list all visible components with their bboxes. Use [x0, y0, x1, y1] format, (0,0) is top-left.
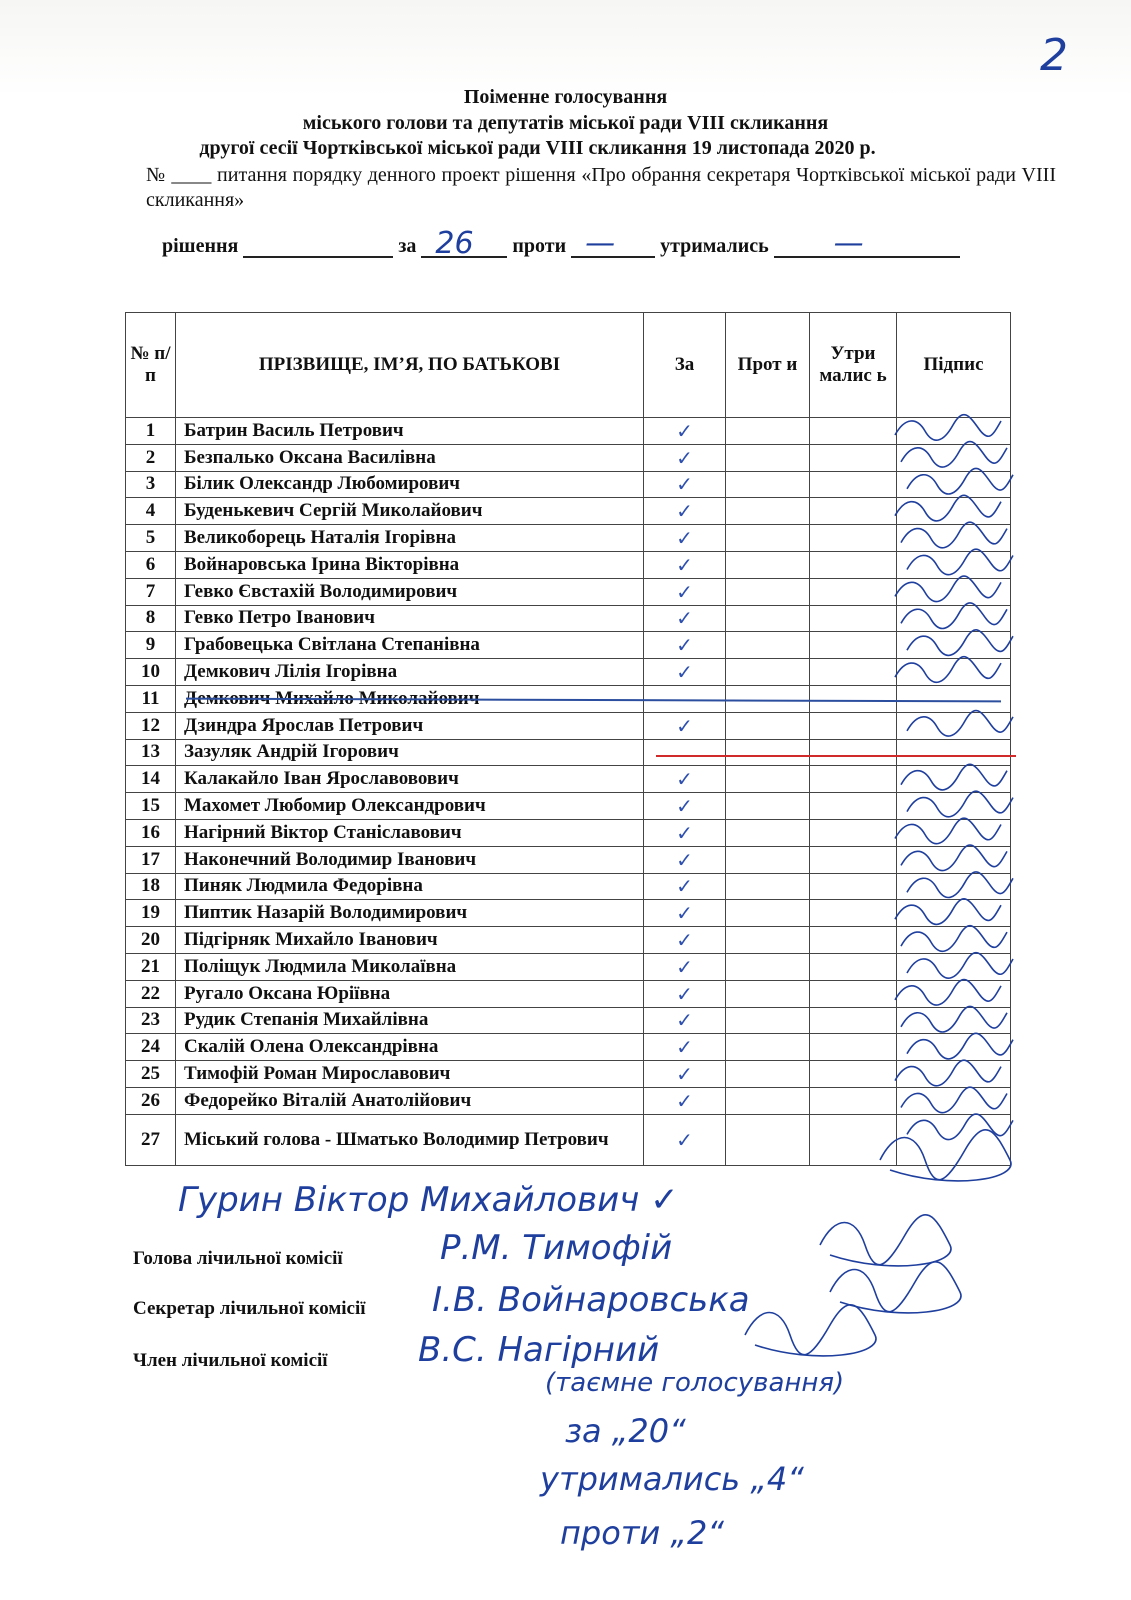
- row-number: 21: [126, 953, 176, 980]
- deputy-name: Тимофій Роман Мирославович: [176, 1061, 644, 1088]
- commission-chair-name: Р.М. Тимофій: [440, 1228, 673, 1268]
- signature-scribble: [907, 549, 1013, 575]
- row-number: 12: [126, 712, 176, 739]
- commission-signature-scribble: [880, 1130, 1011, 1181]
- vote-for-mark: ✓: [644, 766, 726, 793]
- signature-scribble: [901, 441, 1007, 467]
- deputy-name: Пиняк Людмила Федорівна: [176, 873, 644, 900]
- agenda-question-text: питання порядку денного проект рішення «Про обрання секретаря Чортківської міської ради VIII скликання»: [146, 164, 1056, 211]
- vote-for-mark: ✓: [644, 632, 726, 659]
- vote-for-mark: ✓: [644, 927, 726, 954]
- deputy-name: Гевко Петро Іванович: [176, 605, 644, 632]
- vote-for-mark: ✓: [644, 498, 726, 525]
- deputy-name: Наконечний Володимир Іванович: [176, 846, 644, 873]
- signature-scribble: [907, 630, 1013, 656]
- document-subtitle-1: міського голови та депутатів міської ради VIII скликання: [302, 112, 829, 134]
- signature-scribble: [907, 1114, 1013, 1140]
- signature-scribble: [907, 953, 1013, 979]
- signature-scribble: [907, 872, 1013, 898]
- signature-scribble: [901, 603, 1007, 629]
- row-number: 1: [126, 418, 176, 445]
- header-name: ПРІЗВИЩЕ, ІМ’Я, ПО БАТЬКОВІ: [176, 313, 644, 418]
- row-number: 16: [126, 819, 176, 846]
- signature-scribble: [895, 818, 1001, 844]
- vote-for-mark: ✓: [644, 551, 726, 578]
- signature-scribble: [895, 1060, 1001, 1086]
- vote-for-mark: ✓: [644, 578, 726, 605]
- commission-signature-scribble: [745, 1305, 876, 1356]
- added-deputy-handwritten: Гурин Віктор Михайлович ✓: [178, 1180, 679, 1220]
- deputy-name: Калакайло Іван Ярославовович: [176, 766, 644, 793]
- signature-scribble: [901, 1087, 1007, 1113]
- signature-scribble: [901, 845, 1007, 871]
- vote-for-mark: ✓: [644, 873, 726, 900]
- row-number: 9: [126, 632, 176, 659]
- row-number: 15: [126, 793, 176, 820]
- vote-for-mark: ✓: [644, 793, 726, 820]
- deputy-name: Нагірний Віктор Станіславович: [176, 819, 644, 846]
- row-number: 23: [126, 1007, 176, 1034]
- header-signature: Підпис: [897, 313, 1011, 418]
- deputy-name: Скалій Олена Олександрівна: [176, 1034, 644, 1061]
- row-number: 25: [126, 1061, 176, 1088]
- header-against: Прот и: [726, 313, 810, 418]
- row-number: 10: [126, 659, 176, 686]
- row-number: 26: [126, 1087, 176, 1114]
- signature-scribble: [901, 764, 1007, 790]
- open-vote-abstained: утримались „4“: [540, 1460, 804, 1498]
- signature-scribble: [895, 899, 1001, 925]
- commission-secretary-name: І.В. Войнаровська: [432, 1280, 750, 1320]
- row-number: 24: [126, 1034, 176, 1061]
- signature-scribble: [901, 522, 1007, 548]
- deputy-name: Гевко Євстахій Володимирович: [176, 578, 644, 605]
- vote-for-mark: ✓: [644, 605, 726, 632]
- vote-for-mark: ✓: [644, 1061, 726, 1088]
- vote-for-mark: ✓: [644, 471, 726, 498]
- signature-scribble: [901, 926, 1007, 952]
- against-count: —: [585, 226, 616, 261]
- vote-for-mark: ✓: [644, 1007, 726, 1034]
- signature-scribble: [907, 1033, 1013, 1059]
- deputy-name: Поліщук Людмила Миколаївна: [176, 953, 644, 980]
- deputy-name: Білик Олександр Любомирович: [176, 471, 644, 498]
- deputy-name: Рудик Степанія Михайлівна: [176, 1007, 644, 1034]
- vote-for-mark: ✓: [644, 846, 726, 873]
- deputy-name: Махомет Любомир Олександрович: [176, 793, 644, 820]
- signature-scribble: [895, 657, 1001, 683]
- header-for: За: [644, 313, 726, 418]
- open-vote-for: за „20“: [565, 1412, 686, 1450]
- deputy-name: Зазуляк Андрій Ігорович: [176, 739, 644, 766]
- deputy-name: Войнаровська Ірина Вікторівна: [176, 551, 644, 578]
- row-number: 4: [126, 498, 176, 525]
- deputy-name: Демкович Лілія Ігорівна: [176, 659, 644, 686]
- row-number: 8: [126, 605, 176, 632]
- abstained-label: утримались: [660, 235, 769, 257]
- for-label: за: [398, 235, 417, 257]
- deputy-name: Безпалько Оксана Василівна: [176, 444, 644, 471]
- vote-for-mark: ✓: [644, 418, 726, 445]
- signature-scribble: [895, 979, 1001, 1005]
- deputy-name: Буденькевич Сергій Миколайович: [176, 498, 644, 525]
- header-number: № п/п: [126, 313, 176, 418]
- row-number: 7: [126, 578, 176, 605]
- against-label: проти: [512, 235, 567, 257]
- vote-for-mark: ✓: [644, 980, 726, 1007]
- page-number: 2: [1040, 30, 1068, 81]
- open-vote-note: (таємне голосування): [545, 1368, 845, 1398]
- document-title: Поіменне голосування: [463, 86, 668, 108]
- commission-member-name: В.С. Нагірний: [418, 1330, 660, 1370]
- deputy-name: Федорейко Віталій Анатолійович: [176, 1087, 644, 1114]
- agenda-number-prefix: № ____: [146, 164, 212, 186]
- for-count: 26: [435, 226, 474, 261]
- signature-scribble: [895, 576, 1001, 602]
- row-number: 19: [126, 900, 176, 927]
- commission-signature-scribble: [820, 1215, 951, 1266]
- document-subtitle-2: другої сесії Чортківської міської ради VIII скликання 19 листопада 2020 р.: [199, 137, 876, 159]
- row-number: 27: [126, 1114, 176, 1165]
- signature-scribble: [907, 710, 1013, 736]
- row-number: 11: [126, 685, 176, 712]
- decision-label: рішення: [162, 235, 239, 257]
- row-number: 18: [126, 873, 176, 900]
- vote-for-mark: ✓: [644, 659, 726, 686]
- row-number: 3: [126, 471, 176, 498]
- row-number: 2: [126, 444, 176, 471]
- row-number: 22: [126, 980, 176, 1007]
- deputy-name: Пиптик Назарій Володимирович: [176, 900, 644, 927]
- vote-for-mark: ✓: [644, 1114, 726, 1165]
- row-number: 14: [126, 766, 176, 793]
- vote-for-mark: ✓: [644, 1034, 726, 1061]
- signature-scribble: [895, 415, 1001, 441]
- deputy-name: Підгірняк Михайло Іванович: [176, 927, 644, 954]
- commission-secretary-label: Секретар лічильної комісії: [133, 1298, 366, 1319]
- vote-for-mark: ✓: [644, 712, 726, 739]
- vote-for-mark: ✓: [644, 819, 726, 846]
- row-number: 13: [126, 739, 176, 766]
- row-number: 17: [126, 846, 176, 873]
- deputy-name: Демкович Михайло Миколайович: [176, 685, 644, 712]
- vote-for-mark: ✓: [644, 525, 726, 552]
- commission-chair-label: Голова лічильної комісії: [133, 1248, 343, 1269]
- signature-scribble: [895, 495, 1001, 521]
- deputy-name: Ругало Оксана Юріївна: [176, 980, 644, 1007]
- signature-scribble: [907, 791, 1013, 817]
- header-abstained: Утри малис ь: [810, 313, 897, 418]
- deputy-name: Батрин Василь Петрович: [176, 418, 644, 445]
- deputy-name: Великоборець Наталія Ігорівна: [176, 525, 644, 552]
- signature-scribble: [907, 468, 1013, 494]
- deputy-name: Дзиндра Ярослав Петрович: [176, 712, 644, 739]
- vote-for-mark: ✓: [644, 953, 726, 980]
- row-number: 5: [126, 525, 176, 552]
- vote-for-mark: ✓: [644, 444, 726, 471]
- vote-for-mark: ✓: [644, 900, 726, 927]
- deputy-name: Грабовецька Світлана Степанівна: [176, 632, 644, 659]
- vote-for-mark: ✓: [644, 1087, 726, 1114]
- signature-scribble: [901, 1006, 1007, 1032]
- row-number: 6: [126, 551, 176, 578]
- deputy-name: Міський голова - Шматько Володимир Петрович: [176, 1114, 644, 1165]
- open-vote-against: проти „2“: [560, 1514, 724, 1552]
- commission-member-label: Член лічильної комісії: [133, 1350, 328, 1371]
- row-number: 20: [126, 927, 176, 954]
- abstained-count: —: [833, 226, 864, 261]
